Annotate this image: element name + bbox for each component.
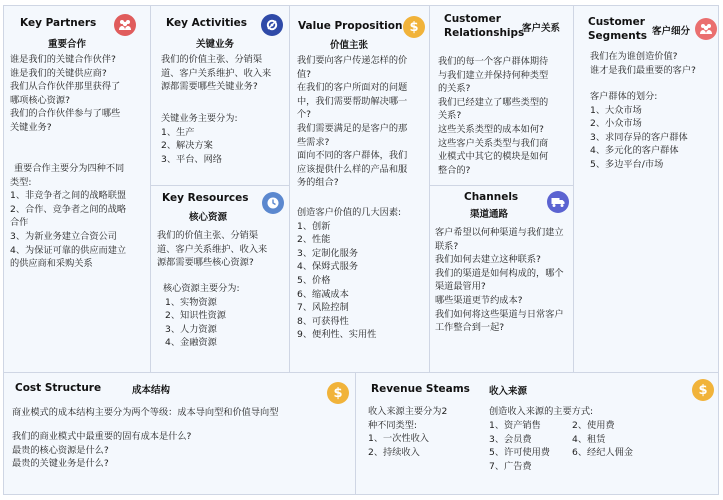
cost-structure-intro [12,406,278,420]
value-proposition-title: Value Proposition [298,20,403,32]
money-bag-icon: $ [692,379,714,401]
money-bag-icon: $ [327,382,349,404]
cost-structure-subtitle: 成本结构 [132,385,171,396]
text-line: 重要合作主要分为四种不同 [14,163,125,174]
text-line: 5、许可使用费 [489,447,550,459]
key-partners-subtitle: 重要合作 [48,39,87,50]
text-line: 道、客户关系维护、收入来 [161,67,272,79]
text-line: 我们从合作伙伴那里获得了 [10,81,121,93]
key-activities-title: Key Activities [166,17,247,29]
text-line: 我们已经建立了哪些类型的 [438,96,549,108]
text-line: 这些客户关系类型与我们商 [438,137,549,149]
text-line: 值? [297,68,312,80]
truck-icon [547,191,569,213]
revenue-streams-methods-title [489,405,593,419]
text-line: 2、持续收入 [368,446,420,458]
text-line: 我们的商业模式中最重要的固有成本是什么? [12,431,192,442]
text-line: 关键业务? [10,121,52,133]
revenue-streams-methods-left [489,419,550,473]
text-line: 4、保姆式服务 [297,261,358,273]
customer-segments-title-line2: Segments [588,30,648,42]
cost-structure-title: Cost Structure [15,382,102,394]
text-line: 我们要向客户传递怎样的价 [297,55,408,66]
customer-relationships-title-line2: Relationships [444,27,525,39]
text-line: 创造收入来源的主要方式: [489,406,594,417]
text-line: 的关系? [438,83,471,95]
money-bag-icon: $ [403,16,425,38]
text-line: 5、价格 [297,274,331,286]
text-line: 哪项核心资源? [10,94,71,106]
text-line: 3、求同存异的客户群体 [590,131,688,143]
text-line: 2、小众市场 [590,118,642,130]
text-line: 面向不同的客户群体，我们 [297,150,408,162]
channels-questions [435,226,564,335]
text-line: 1、非竞争者之间的战略联盟 [10,190,127,202]
customer-segments-questions [590,50,696,77]
text-line: 9、便利性、实用性 [297,329,377,341]
people-icon [114,14,136,36]
cost-structure-panel [3,372,356,495]
text-line: 中，我们需要帮助解决哪一 [297,95,408,107]
key-resources-questions [157,229,267,270]
revenue-streams-types [368,405,447,459]
text-line: 7、风险控制 [297,302,349,314]
text-line: 2、使用费 [572,420,615,431]
text-line: 种不同类型: [368,419,418,431]
key-partners-questions [10,53,120,135]
customer-relationships-panel [429,5,574,186]
text-line: 创造客户价值的几大因素: [297,207,402,218]
text-line: 关键业务主要分为: [161,113,238,124]
text-line: 最贵的核心资源是什么? [12,444,109,456]
text-line: 应该提供什么样的产品和服 [297,163,408,175]
text-line: 我们的合作伙伴参与了哪些 [10,108,121,120]
key-resources-panel [150,185,290,373]
revenue-streams-subtitle: 收入来源 [489,386,528,397]
text-line: 1、大众市场 [590,104,642,116]
text-line: 1、一次性收入 [368,433,429,445]
text-line: 3、人力资源 [165,323,217,335]
text-line: 3、平台、网络 [161,153,222,165]
people-icon [695,18,717,40]
value-proposition-subtitle: 价值主张 [330,40,369,51]
text-line: 我们如何将这些渠道与日常客户 [435,308,564,320]
text-line: 2、性能 [297,234,331,246]
revenue-streams-title: Revenue Steams [371,383,470,395]
text-line: 7、广告费 [489,460,532,472]
cost-structure-questions [12,430,191,471]
text-line: 关系? [438,110,462,122]
text-line: 客户群体的划分: [590,91,658,102]
channels-subtitle: 渠道通路 [470,209,509,220]
text-line: 5、多边平台/市场 [590,158,664,170]
text-line: 客户希望以何种渠道与我们建立 [435,227,564,238]
text-line: 4、为保证可靠的供应而建立 [10,244,127,256]
text-line: 我们如何去建立这种联系? [435,254,541,266]
text-line: 6、经纪人佣金 [572,447,633,459]
text-line: 合作 [10,217,29,229]
text-line: 谁是我们的关键供应商? [10,67,107,79]
key-resources-subtitle: 核心资源 [189,212,228,223]
customer-segments-panel [573,5,719,373]
text-line: 4、租赁 [572,433,606,445]
revenue-streams-panel [355,372,719,495]
key-resources-types [163,282,240,350]
text-line: 与我们建立并保持何种类型 [438,69,549,81]
text-line: 8、可获得性 [297,315,349,327]
text-line: 这些关系类型的成本如何? [438,123,544,135]
text-line: 6、缩减成本 [297,288,349,300]
text-line: 渠道最管用? [435,281,486,293]
text-line: 2、合作、竞争者之间的战略 [10,203,127,215]
text-line: 谁是我们的关键合作伙伴? [10,54,116,65]
text-line: 我们的每一个客户群体期待 [438,56,549,67]
text-line: 商业模式的成本结构主要分为两个等级：成本导向型和价值导向型 [12,407,279,418]
key-activities-subtitle: 关键业务 [196,39,235,50]
key-resources-title: Key Resources [162,192,249,204]
text-line: 工作整合到一起? [435,322,505,334]
text-line: 谁才是我们最重要的客户? [590,64,696,76]
text-line: 些需求? [297,136,330,148]
text-line: 类型: [10,176,32,188]
text-line: 在我们的客户所面对的问题 [297,82,408,94]
text-line: 我们的渠道是如何构成的，哪个 [435,267,564,279]
text-line: 2、知识性资源 [165,310,226,322]
text-line: 3、定制化服务 [297,247,358,259]
text-line: 哪些渠道更节约成本? [435,294,523,306]
text-line: 务的组合? [297,177,339,189]
key-activities-questions [161,53,271,94]
text-line: 源都需要哪些核心资源? [157,257,254,269]
clock-icon [262,192,284,214]
text-line: 我们在为谁创造价值? [590,51,678,62]
customer-relationships-title-line1: Customer [444,13,501,25]
customer-segments-types [590,90,688,172]
text-line: 个? [297,109,312,121]
text-line: 业模式中其它的模块是如何 [438,151,549,163]
text-line: 1、实物资源 [165,296,217,308]
text-line: 整合的? [438,164,471,176]
value-proposition-panel [289,5,430,373]
key-partners-types [10,162,126,271]
customer-relationships-questions [438,55,548,177]
text-line: 的供应商和采购关系 [10,258,93,270]
text-line: 我们需要满足的是客户的那 [297,122,408,134]
customer-relationships-subtitle: 客户关系 [522,23,561,34]
key-activities-panel [150,5,290,186]
text-line: 3、为新业务建立合资公司 [10,230,117,242]
text-line: 最贵的关键业务是什么? [12,458,109,470]
text-line: 1、创新 [297,220,331,232]
gear-icon [261,14,283,36]
text-line: 收入来源主要分为2 [368,406,448,417]
text-line: 1、生产 [161,126,195,138]
text-line: 我们的价值主张、分销渠 [157,230,259,241]
text-line: 源都需要哪些关键业务? [161,81,258,93]
text-line: 道、客户关系维护、收入来 [157,243,268,255]
customer-segments-subtitle: 客户细分 [652,26,691,37]
key-partners-panel [3,5,151,373]
text-line: 1、资产销售 [489,420,541,431]
channels-panel [429,185,574,373]
text-line: 我们的价值主张、分销渠 [161,54,263,65]
text-line: 4、多元化的客户群体 [590,145,679,157]
revenue-streams-methods-right [572,419,633,460]
customer-segments-title-line1: Customer [588,16,645,28]
channels-title: Channels [464,191,519,203]
text-line: 核心资源主要分为: [163,283,240,294]
key-activities-types [161,112,238,166]
text-line: 联系? [435,240,459,252]
text-line: 3、会员费 [489,433,532,445]
value-proposition-factors [297,206,401,342]
text-line: 4、金融资源 [165,337,217,349]
text-line: 2、解决方案 [161,140,213,152]
key-partners-title: Key Partners [20,17,97,29]
value-proposition-questions [297,54,407,190]
